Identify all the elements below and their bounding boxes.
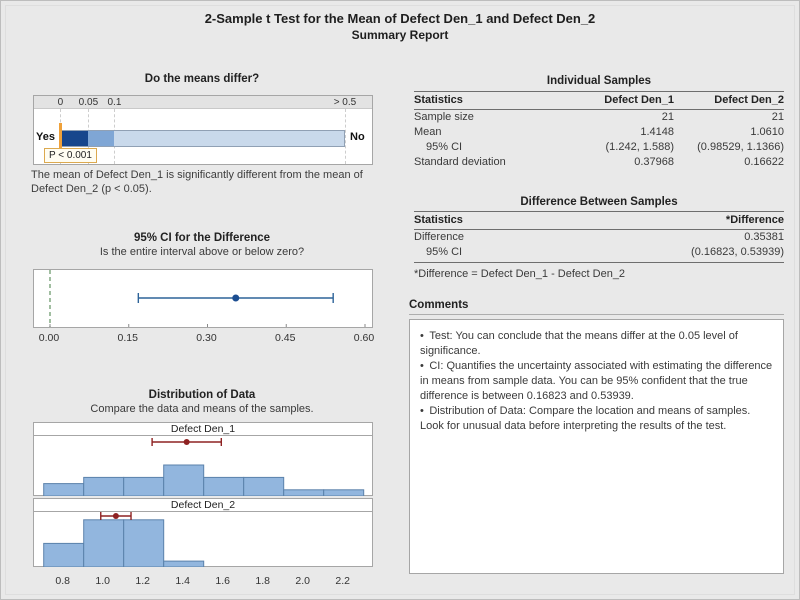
comment-bullet: • CI: Quantifies the uncertainty associated with estimating the difference in means from sample data. You can be 95% confident that the true difference is between 0.16823 and 0.53939. — [420, 360, 773, 402]
comment-bullet: • Test: You can conclude that the means differ at the 0.05 level of significance. — [420, 330, 738, 357]
hist-axis-label: 0.8 — [55, 575, 70, 587]
hist-axis-label: 1.2 — [135, 575, 150, 587]
report-title: 2-Sample t Test for the Mean of Defect Den_1 and Defect Den_2 — [204, 11, 596, 26]
row-value: 21 — [771, 111, 784, 123]
histogram-den2-chart — [34, 512, 372, 567]
row-label: 95% CI — [414, 245, 564, 263]
row-label: Mean — [414, 126, 442, 138]
hist-bar — [284, 490, 324, 496]
difference-samples-title: Difference Between Samples — [520, 196, 678, 208]
hist-axis-label: 1.4 — [175, 575, 190, 587]
row-value: 0.37968 — [634, 156, 674, 168]
gauge-tick-label: 0 — [57, 97, 64, 108]
row-value: 21 — [661, 111, 674, 123]
histogram-panel-den2 — [33, 498, 373, 567]
table-header: Statistics — [414, 92, 564, 110]
ci-axis-label: 0.00 — [38, 332, 60, 344]
row-label: Sample size — [414, 111, 474, 123]
p-value-badge: P < 0.001 — [44, 148, 97, 163]
individual-samples-table — [414, 91, 784, 170]
ci-interval-chart — [34, 270, 372, 327]
hist-bar — [204, 477, 244, 496]
difference-footnote: *Difference = Defect Den_1 - Defect Den_2 — [414, 268, 626, 280]
gauge-caption: The mean of Defect Den_1 is significantly different from the mean of Defect Den_2 (p < 0.05). — [31, 169, 363, 195]
comment-bullet: • Distribution of Data: Compare the location and means of samples. Look for unusual data before interpreting the results of the test. — [420, 405, 751, 432]
table-row — [414, 140, 784, 155]
table-row — [414, 110, 784, 126]
dist-panel-title: Distribution of Data — [148, 389, 256, 401]
row-value: 0.35381 — [744, 231, 784, 243]
table-row — [414, 125, 784, 140]
hist-bar — [244, 477, 284, 496]
histogram-den1-label: Defect Den_1 — [34, 423, 372, 436]
table-header: Statistics — [414, 212, 564, 230]
table-header: Defect Den_1 — [564, 92, 674, 110]
hist-bar — [124, 477, 164, 496]
row-label: 95% CI — [426, 141, 463, 153]
row-value: 1.4148 — [640, 126, 674, 138]
p-value-marker — [59, 123, 62, 148]
table-row — [414, 155, 784, 170]
report-subtitle: Summary Report — [351, 28, 449, 42]
table-row — [414, 245, 784, 263]
hist-bar — [164, 465, 204, 496]
gauge-tick-label: > 0.5 — [333, 97, 357, 108]
table-row — [414, 230, 784, 246]
hist-bar — [124, 520, 164, 567]
ci-plot — [33, 269, 373, 328]
hist-bar — [84, 520, 124, 567]
ci-axis — [33, 332, 373, 346]
histogram-panel-den1 — [33, 422, 373, 496]
hist-axis-label: 2.0 — [295, 575, 310, 587]
individual-samples-title: Individual Samples — [546, 75, 652, 87]
gauge-yes-label: Yes — [36, 131, 55, 143]
ci-estimate-point — [232, 295, 239, 302]
ci-panel-subtitle: Is the entire interval above or below zero? — [99, 246, 305, 258]
histogram-den2-label: Defect Den_2 — [34, 499, 372, 512]
gauge-scale-strip — [34, 96, 372, 109]
table-header-row — [414, 92, 784, 110]
dist-panel-subtitle: Compare the data and means of the samples. — [90, 403, 314, 415]
difference-samples-table — [414, 211, 784, 263]
mean-point — [184, 439, 190, 445]
hist-axis-label: 1.0 — [95, 575, 110, 587]
mean-point — [113, 513, 119, 519]
gauge-no-label: No — [350, 131, 365, 143]
p-value-gauge — [33, 95, 373, 165]
hist-bar — [44, 484, 84, 496]
ci-axis-label: 0.30 — [196, 332, 217, 344]
hist-axis-label: 1.8 — [255, 575, 270, 587]
row-value: (0.98529, 1.1366) — [697, 141, 784, 153]
histogram-axis — [33, 575, 373, 589]
hist-bar — [164, 561, 204, 567]
row-value: 0.16622 — [744, 156, 784, 168]
ci-axis-label: 0.45 — [275, 332, 296, 344]
comments-box — [409, 319, 784, 574]
ci-axis-label: 0.15 — [117, 332, 138, 344]
hist-bar — [84, 477, 124, 496]
comments-divider — [409, 314, 784, 315]
hist-axis-label: 2.2 — [335, 575, 350, 587]
comments-title: Comments — [409, 299, 469, 311]
hist-bar — [324, 490, 364, 496]
table-header: Defect Den_2 — [674, 92, 784, 110]
gauge-tick-label: 0.1 — [107, 97, 122, 108]
table-header: *Difference — [564, 212, 784, 230]
hist-axis-label: 1.6 — [215, 575, 230, 587]
row-label: Difference — [414, 231, 464, 243]
ci-panel-title: 95% CI for the Difference — [133, 232, 271, 244]
row-value: (0.16823, 0.53939) — [564, 245, 784, 263]
gauge-bar-outline — [60, 130, 345, 147]
table-header-row — [414, 212, 784, 230]
gauge-panel-title: Do the means differ? — [144, 73, 260, 85]
ci-axis-label: 0.60 — [353, 332, 375, 344]
row-label: Standard deviation — [414, 156, 506, 168]
row-value: (1.242, 1.588) — [605, 141, 674, 153]
hist-bar — [44, 543, 84, 567]
gauge-gridline — [345, 109, 346, 164]
histogram-den1-chart — [34, 436, 372, 496]
row-value: 1.0610 — [750, 126, 784, 138]
gauge-tick-label: 0.05 — [78, 97, 99, 108]
